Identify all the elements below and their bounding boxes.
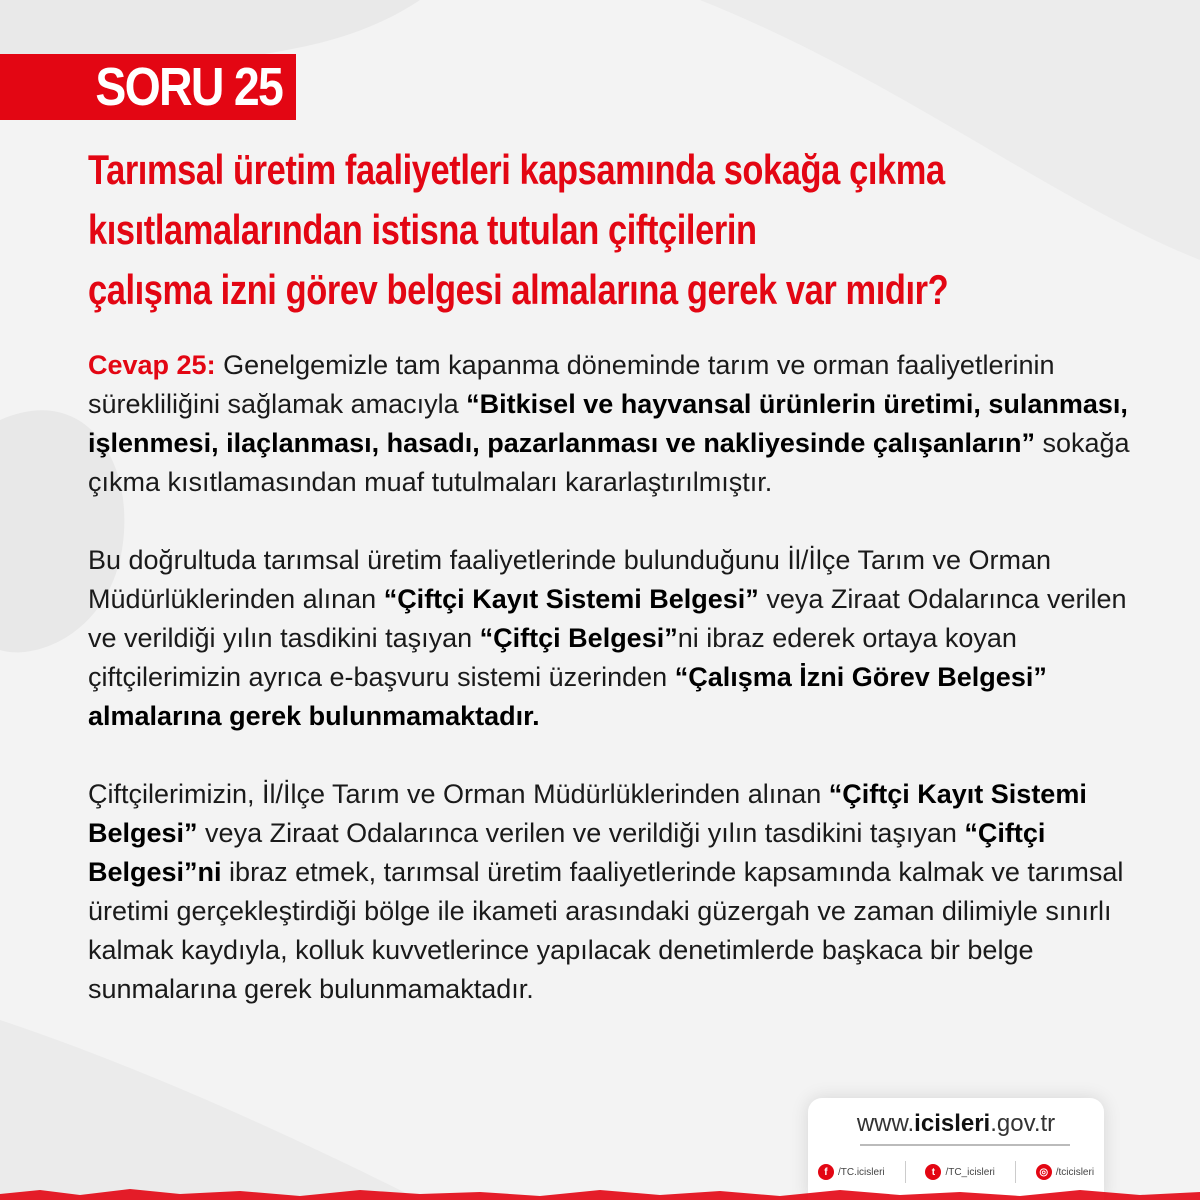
social-twitter[interactable] xyxy=(925,1164,994,1180)
question-line-1: Tarımsal üretim faaliyetleri kapsamında sokağa çıkma xyxy=(88,146,945,193)
p3-bold-2: “Çiftçi Belgesi”ni xyxy=(88,818,1046,887)
social-instagram[interactable] xyxy=(1036,1164,1094,1180)
site-bold: icisleri xyxy=(914,1110,991,1137)
p3-text-2: veya Ziraat Odalarınca verilen ve verildiği yılın tasdikini taşıyan xyxy=(197,818,965,848)
p3-text-3: ibraz etmek, tarımsal üretim faaliyetlerinde kapsamında kalmak ve tarımsal üretimi gerçekleştirdiği bölge ile ikameti arasındaki güzergah ve zaman dilimiyle sınırlı kalmak kaydıyla, kolluk kuvvetlerince yapılacak denetimlerde başkaca bir belge sunmalarına gerek bulunmamaktadır. xyxy=(88,857,1124,1004)
p1-bold-1: “Bitkisel ve hayvansal ürünlerin üretimi, sulanması, işlenmesi, ilaçlanması, hasadı, pazarlanması ve nakliyesinde çalışanların” xyxy=(88,389,1128,458)
question-number-badge xyxy=(0,54,296,120)
p3-text-1: Çiftçilerimizin, İl/İlçe Tarım ve Orman Müdürlüklerinden alınan xyxy=(88,779,829,809)
instagram-handle: /tcicisleri xyxy=(1055,1166,1095,1178)
answer-body xyxy=(88,346,1148,1048)
p1-text-2: sokağa çıkma kısıtlamasından muaf tutulmaları kararlaştırılmıştır. xyxy=(88,428,1130,497)
p2-bold-3: “Çalışma İzni Görev Belgesi” almalarına gerek bulunmamaktadır. xyxy=(88,662,1047,731)
question-line-3: çalışma izni görev belgesi almalarına gerek var mıdır? xyxy=(88,266,949,313)
social-links xyxy=(808,1158,1104,1186)
instagram-icon: ◎ xyxy=(1036,1164,1052,1180)
p2-text-3: ni ibraz ederek ortaya koyan çiftçilerimizin ayrıca e-başvuru sistemi üzerinden xyxy=(88,623,1017,692)
question-number-text: SORU 25 xyxy=(95,57,282,117)
twitter-handle: /TC_icisleri xyxy=(945,1166,995,1178)
facebook-icon: f xyxy=(818,1164,834,1180)
answer-paragraph-3 xyxy=(88,775,1148,1009)
website-link[interactable] xyxy=(808,1110,1104,1138)
answer-paragraph-2 xyxy=(88,541,1148,736)
question-heading xyxy=(88,140,1168,320)
facebook-handle: /TC.icisleri xyxy=(837,1166,885,1178)
divider xyxy=(860,1144,1070,1146)
p2-bold-1: “Çiftçi Kayıt Sistemi Belgesi” xyxy=(383,584,759,614)
p2-text-1: Bu doğrultuda tarımsal üretim faaliyetlerinde bulunduğunu İl/İlçe Tarım ve Orman Müdürlüklerinden alınan xyxy=(88,545,1051,614)
p3-bold-1: “Çiftçi Kayıt Sistemi Belgesi” xyxy=(88,779,1087,848)
twitter-icon: t xyxy=(925,1164,941,1180)
footer-card xyxy=(808,1098,1104,1200)
question-line-2: kısıtlamalarından istisna tutulan çiftçilerin xyxy=(88,206,757,253)
answer-label: Cevap 25: xyxy=(88,350,216,380)
p2-bold-2: “Çiftçi Belgesi” xyxy=(479,623,678,653)
site-suffix: .gov.tr xyxy=(990,1110,1056,1137)
social-facebook[interactable] xyxy=(818,1164,885,1180)
divider xyxy=(1015,1161,1016,1183)
bottom-decoration xyxy=(0,1186,1200,1200)
p1-text-1: Genelgemizle tam kapanma döneminde tarım ve orman faaliyetlerinin sürekliliğini sağlamak amacıyla xyxy=(88,350,1055,419)
divider xyxy=(905,1161,906,1183)
answer-paragraph-1 xyxy=(88,346,1148,502)
site-prefix: www. xyxy=(856,1110,915,1137)
p2-text-2: veya Ziraat Odalarınca verilen ve verildiği yılın tasdikini taşıyan xyxy=(88,584,1127,653)
